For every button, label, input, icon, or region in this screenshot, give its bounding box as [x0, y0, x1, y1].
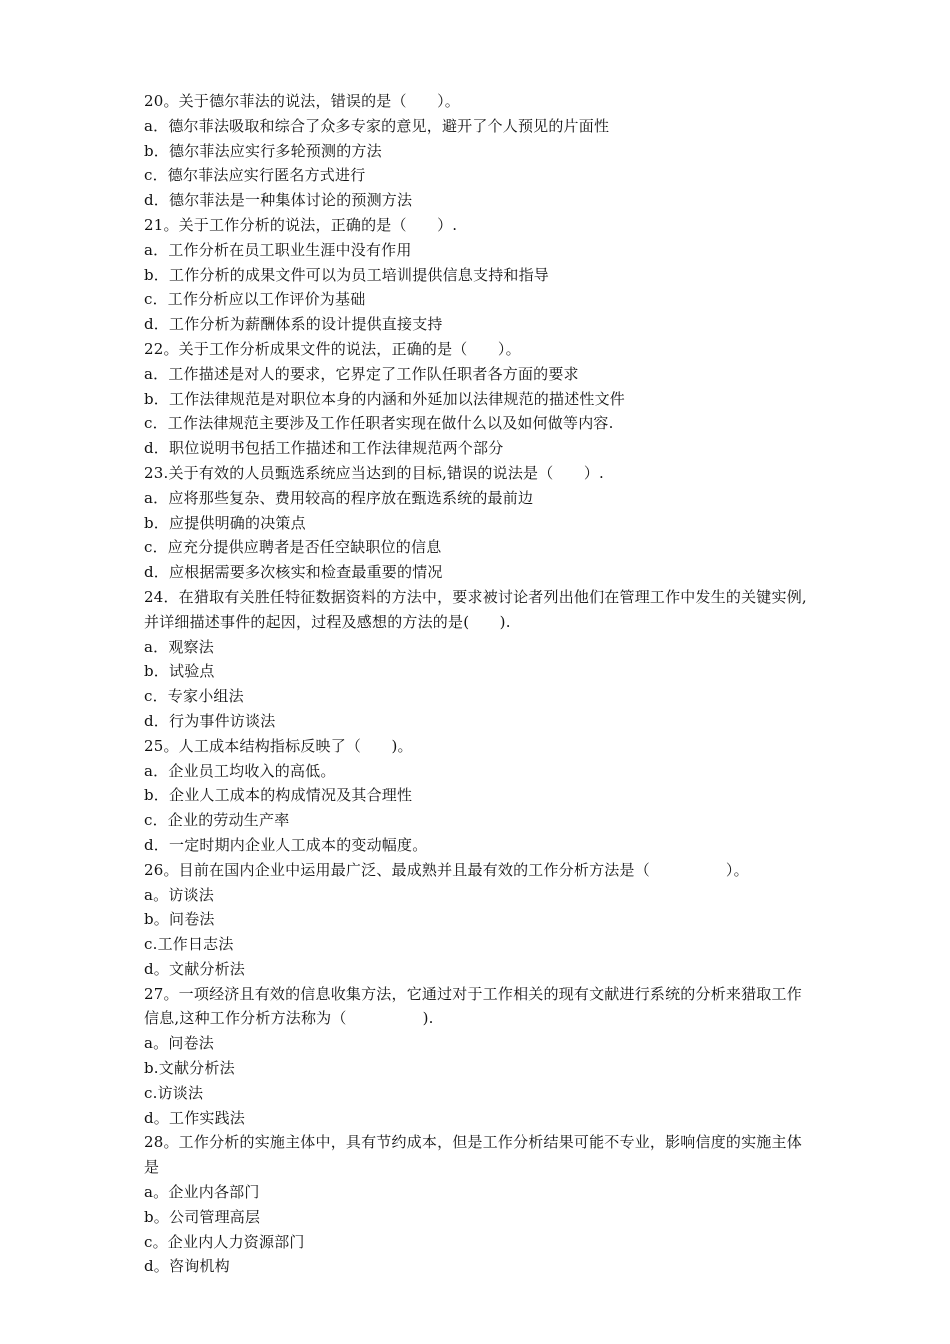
- question-28-option-a: a。企业内各部门: [144, 1183, 260, 1202]
- question-24-option-d: d．行为事件访谈法: [144, 711, 276, 730]
- question-20-option-d: d．德尔菲法是一种集体讨论的预测方法: [144, 191, 413, 210]
- question-27-stem-line-1: 27。一项经济且有效的信息收集方法，它通过对于工作相关的现有文献进行系统的分析来猎取工作: [144, 984, 802, 1003]
- question-21-option-d: d．工作分析为薪酬体系的设计提供直接支持: [144, 315, 443, 334]
- question-22-option-a: a．工作描述是对人的要求，它界定了工作队任职者各方面的要求: [144, 364, 579, 383]
- question-28-option-d: d。咨询机构: [144, 1257, 230, 1276]
- question-23-option-c: c．应充分提供应聘者是否任空缺职位的信息: [144, 538, 442, 557]
- question-27-option-b: b.文献分析法: [144, 1059, 235, 1078]
- question-28-option-c: c。企业内人力资源部门: [144, 1232, 305, 1251]
- question-23-option-b: b．应提供明确的决策点: [144, 513, 306, 532]
- question-26-option-a: a。访谈法: [144, 885, 214, 904]
- question-27-option-d: d。工作实践法: [144, 1108, 246, 1127]
- question-26-stem: 26。目前在国内企业中运用最广泛、最成熟并且最有效的工作分析方法是（ ）。: [144, 860, 749, 879]
- question-25-option-b: b．企业人工成本的构成情况及其合理性: [144, 786, 413, 805]
- question-24-option-a: a．观察法: [144, 637, 214, 656]
- question-27-option-a: a。问卷法: [144, 1034, 214, 1053]
- question-25-option-a: a．企业员工均收入的高低。: [144, 761, 336, 780]
- question-21-option-a: a．工作分析在员工职业生涯中没有作用: [144, 240, 412, 259]
- question-22-stem: 22。关于工作分析成果文件的说法，正确的是（ ）。: [144, 339, 521, 358]
- question-25-stem: 25。人工成本结构指标反映了（ )。: [144, 736, 413, 755]
- question-24-option-c: c．专家小组法: [144, 687, 244, 706]
- question-20-option-c: c．德尔菲法应实行匿名方式进行: [144, 166, 366, 185]
- question-20-option-a: a．德尔菲法吸取和综合了众多专家的意见，避开了个人预见的片面性: [144, 116, 610, 135]
- question-25-option-c: c．企业的劳动生产率: [144, 811, 290, 830]
- question-21-stem: 21。关于工作分析的说法，正确的是（ ）.: [144, 215, 458, 234]
- question-23-stem: 23.关于有效的人员甄选系统应当达到的目标,错误的说法是（ ）.: [144, 463, 604, 482]
- question-21-option-b: b．工作分析的成果文件可以为员工培训提供信息支持和指导: [144, 265, 550, 284]
- question-28-stem-line-1: 28。工作分析的实施主体中，具有节约成本，但是工作分析结果可能不专业，影响信度的实施主体: [144, 1133, 802, 1152]
- question-28-stem-line-2: 是: [144, 1158, 160, 1177]
- question-22-option-c: c．工作法律规范主要涉及工作任职者实现在做什么以及如何做等内容.: [144, 414, 614, 433]
- document-page: [144, 89, 874, 1279]
- question-23-option-a: a．应将那些复杂、费用较高的程序放在甄选系统的最前边: [144, 488, 534, 507]
- question-23-option-d: d．应根据需要多次核实和检查最重要的情况: [144, 563, 443, 582]
- question-24-option-b: b．试验点: [144, 662, 215, 681]
- question-26-option-b: b。问卷法: [144, 910, 215, 929]
- question-22-option-d: d．职位说明书包括工作描述和工作法律规范两个部分: [144, 439, 504, 458]
- question-21-option-c: c．工作分析应以工作评价为基础: [144, 290, 366, 309]
- question-27-stem-line-2: 信息,这种工作分析方法称为（ ).: [144, 1009, 434, 1028]
- question-25-option-d: d．一定时期内企业人工成本的变动幅度。: [144, 835, 428, 854]
- question-28-option-b: b。公司管理高层: [144, 1207, 261, 1226]
- question-24-stem-line-1: 24．在猎取有关胜任特征数据资料的方法中，要求被讨论者列出他们在管理工作中发生的关键实例,: [144, 587, 807, 606]
- question-20-stem: 20。关于德尔菲法的说法，错误的是（ ）。: [144, 92, 460, 110]
- question-24-stem-line-2: 并详细描述事件的起因，过程及感想的方法的是( ).: [144, 612, 511, 631]
- question-20-option-b: b．德尔菲法应实行多轮预测的方法: [144, 141, 382, 160]
- question-27-option-c: c.访谈法: [144, 1083, 204, 1102]
- question-26-option-c: c.工作日志法: [144, 935, 234, 954]
- question-22-option-b: b．工作法律规范是对职位本身的内涵和外延加以法律规范的描述性文件: [144, 389, 626, 408]
- question-26-option-d: d。文献分析法: [144, 959, 246, 978]
